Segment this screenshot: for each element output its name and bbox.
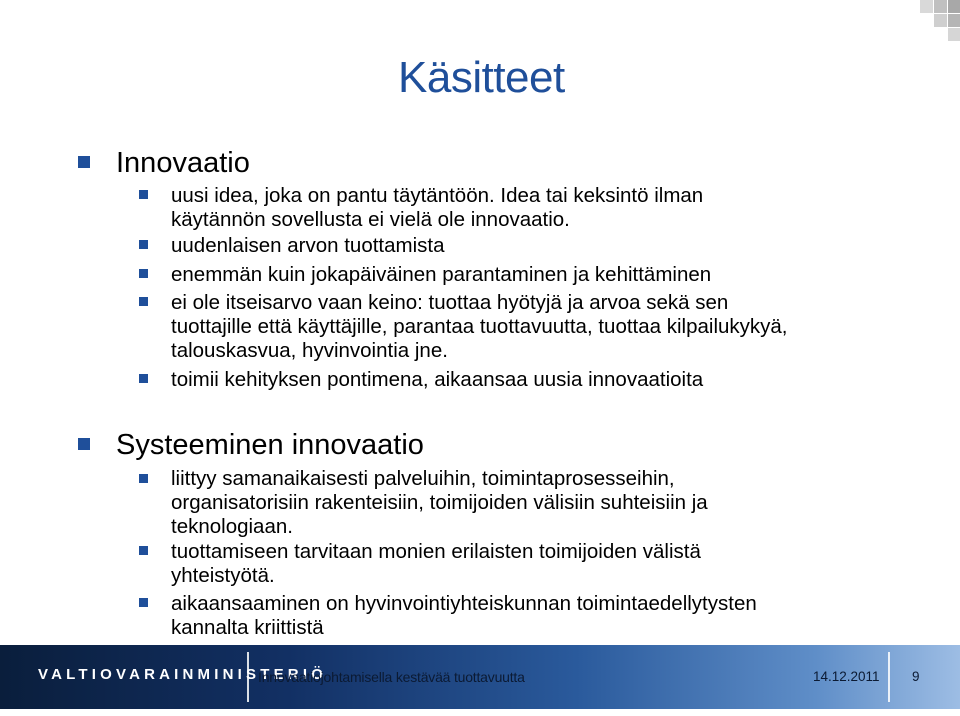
section-heading: Systeeminen innovaatio: [116, 429, 424, 461]
square-bullet-icon: [139, 240, 148, 249]
square-bullet-icon: [139, 474, 148, 483]
footer-presentation-title: Innovaatiojohtamisella kestävää tuottavuutta: [258, 669, 525, 685]
page-number: 9: [912, 669, 920, 684]
square-bullet-icon: [139, 546, 148, 555]
slide-title: Käsitteet: [398, 53, 565, 102]
square-bullet-icon: [139, 190, 148, 199]
footer-bottom-line: [0, 709, 960, 716]
list-item-line: toimii kehityksen pontimena, aikaansaa uusia innovaatioita: [171, 368, 704, 391]
square-bullet-icon: [78, 156, 90, 168]
list-item-line: talouskasvua, hyvinvointia jne.: [171, 339, 448, 362]
list-item-line: yhteistyötä.: [171, 564, 275, 587]
square-bullet-icon: [139, 297, 148, 306]
list-item-line: aikaansaaminen on hyvinvointiyhteiskunnan toimintaedellytysten: [171, 592, 757, 615]
list-item-line: käytännön sovellusta ei vielä ole innovaatio.: [171, 208, 570, 231]
list-item-line: teknologiaan.: [171, 515, 293, 538]
ministry-logo-text: VALTIOVARAINMINISTERIÖ: [38, 666, 328, 683]
list-item-line: uudenlaisen arvon tuottamista: [171, 234, 445, 257]
footer-divider: [888, 652, 890, 702]
list-item-line: enemmän kuin jokapäiväinen parantaminen ja kehittäminen: [171, 263, 712, 286]
list-item-line: liittyy samanaikaisesti palveluihin, toimintaprosesseihin,: [171, 467, 675, 490]
square-bullet-icon: [78, 438, 90, 450]
square-bullet-icon: [139, 374, 148, 383]
list-item-line: ei ole itseisarvo vaan keino: tuottaa hyötyjä ja arvoa sekä sen: [171, 291, 729, 314]
section-heading: Innovaatio: [116, 147, 250, 179]
list-item-line: uusi idea, joka on pantu täytäntöön. Idea tai keksintö ilman: [171, 184, 704, 207]
square-bullet-icon: [139, 269, 148, 278]
square-bullet-icon: [139, 598, 148, 607]
list-item-line: tuottamiseen tarvitaan monien erilaisten toimijoiden välistä: [171, 540, 701, 563]
footer-date: 14.12.2011: [813, 669, 880, 684]
list-item-line: kannalta kriittistä: [171, 616, 324, 639]
list-item-line: organisatorisiin rakenteisiin, toimijoiden välisiin suhteisiin ja: [171, 491, 708, 514]
list-item-line: tuottajille että käyttäjille, parantaa tuottavuutta, tuottaa kilpailukykyä,: [171, 315, 788, 338]
